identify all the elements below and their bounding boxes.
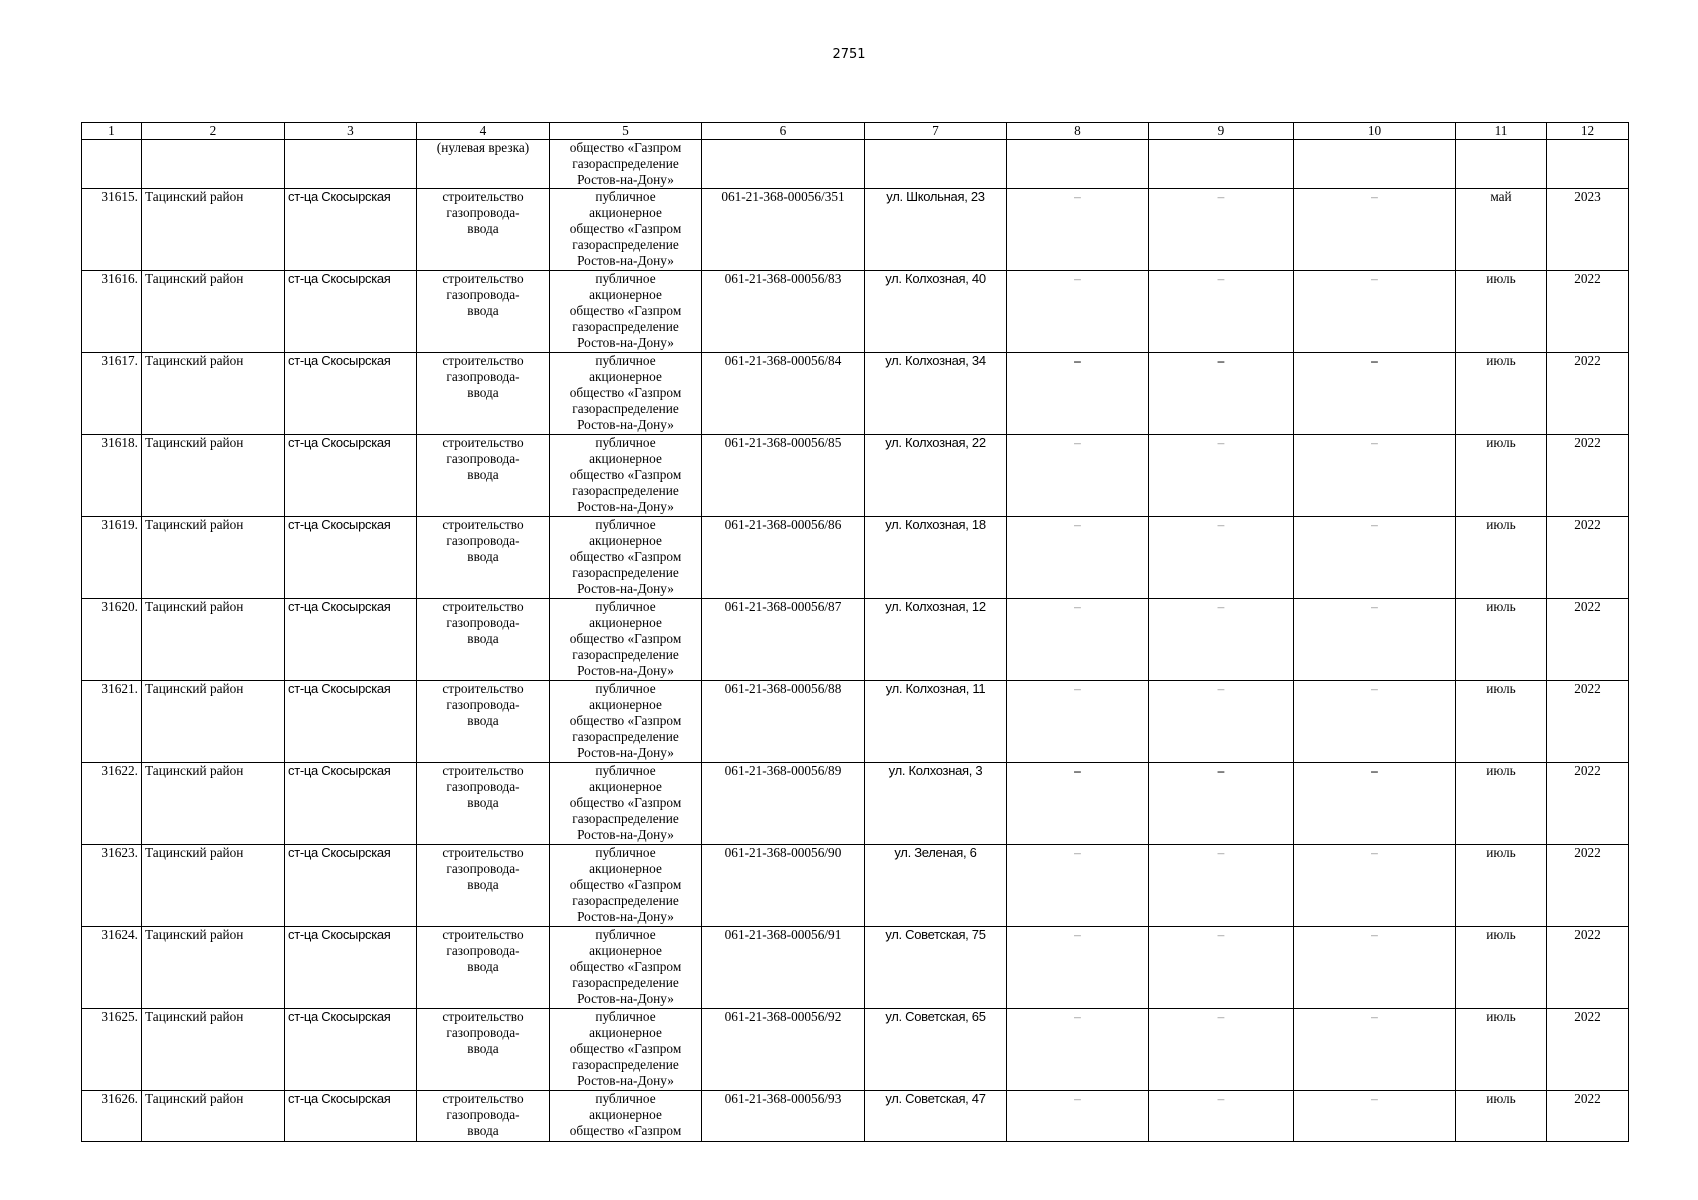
col8-cell: –	[1007, 435, 1149, 517]
year-cell: 2022	[1547, 1091, 1629, 1142]
code-cell: 061-21-368-00056/90	[702, 845, 865, 927]
row-number-cell: 31616.	[82, 271, 142, 353]
col10-cell: –	[1294, 435, 1456, 517]
col8-cell: –	[1007, 517, 1149, 599]
column-header: 10	[1294, 123, 1456, 140]
column-header: 1	[82, 123, 142, 140]
code-cell: 061-21-368-00056/83	[702, 271, 865, 353]
code-cell: 061-21-368-00056/92	[702, 1009, 865, 1091]
organization-cell: публичное акционерное общество «Газпром газораспределение Ростов-на-Дону»	[550, 353, 702, 435]
col9-cell: –	[1149, 845, 1294, 927]
district-cell: Тацинский район	[142, 1091, 285, 1142]
organization-cell: публичное акционерное общество «Газпром газораспределение Ростов-на-Дону»	[550, 271, 702, 353]
work-type-cell: строительство газопровода- ввода	[417, 681, 550, 763]
settlement-cell: ст-ца Скосырская	[285, 845, 417, 927]
row-number-cell: 31621.	[82, 681, 142, 763]
col10-cell: –	[1294, 1091, 1456, 1142]
col10-cell: –	[1294, 353, 1456, 435]
row-number-cell: 31615.	[82, 189, 142, 271]
organization-cell: публичное акционерное общество «Газпром газораспределение Ростов-на-Дону»	[550, 435, 702, 517]
table-row	[82, 1009, 1629, 1091]
column-header: 9	[1149, 123, 1294, 140]
col10-cell: –	[1294, 927, 1456, 1009]
month-cell: июль	[1456, 681, 1547, 763]
settlement-cell: ст-ца Скосырская	[285, 763, 417, 845]
district-cell: Тацинский район	[142, 189, 285, 271]
organization-cell: публичное акционерное общество «Газпром газораспределение Ростов-на-Дону»	[550, 681, 702, 763]
settlement-cell: ст-ца Скосырская	[285, 189, 417, 271]
month-cell: июль	[1456, 271, 1547, 353]
settlement-cell: ст-ца Скосырская	[285, 681, 417, 763]
organization-cell: публичное акционерное общество «Газпром газораспределение Ростов-на-Дону»	[550, 1009, 702, 1091]
row-number-cell: 31624.	[82, 927, 142, 1009]
column-header: 5	[550, 123, 702, 140]
col10-cell: –	[1294, 271, 1456, 353]
column-header: 8	[1007, 123, 1149, 140]
table-row	[82, 1091, 1629, 1142]
col8-cell: –	[1007, 927, 1149, 1009]
work-type-cell: строительство газопровода- ввода	[417, 1091, 550, 1142]
work-type-cell: строительство газопровода- ввода	[417, 353, 550, 435]
table-row	[82, 763, 1629, 845]
district-cell: Тацинский район	[142, 1009, 285, 1091]
district-cell: Тацинский район	[142, 599, 285, 681]
col10-cell: –	[1294, 517, 1456, 599]
year-cell: 2022	[1547, 435, 1629, 517]
work-type-cell: строительство газопровода- ввода	[417, 1009, 550, 1091]
col10-cell: –	[1294, 681, 1456, 763]
table-row	[82, 517, 1629, 599]
organization-cell: публичное акционерное общество «Газпром газораспределение Ростов-на-Дону»	[550, 189, 702, 271]
district-cell: Тацинский район	[142, 681, 285, 763]
table-row	[82, 927, 1629, 1009]
col9-cell: –	[1149, 927, 1294, 1009]
row-number-cell: 31626.	[82, 1091, 142, 1142]
table-row	[82, 435, 1629, 517]
settlement-cell: ст-ца Скосырская	[285, 1009, 417, 1091]
month-cell: июль	[1456, 927, 1547, 1009]
col9-cell: –	[1149, 599, 1294, 681]
row-number-cell: 31619.	[82, 517, 142, 599]
row-number-cell: 31623.	[82, 845, 142, 927]
code-cell: 061-21-368-00056/88	[702, 681, 865, 763]
month-cell: июль	[1456, 845, 1547, 927]
column-header: 7	[865, 123, 1007, 140]
district-cell: Тацинский район	[142, 271, 285, 353]
district-cell: Тацинский район	[142, 763, 285, 845]
col8-cell: –	[1007, 599, 1149, 681]
settlement-cell: ст-ца Скосырская	[285, 271, 417, 353]
col8-cell: –	[1007, 1091, 1149, 1142]
table-row	[82, 845, 1629, 927]
work-type-cell: (нулевая врезка)	[417, 140, 550, 189]
table-row	[82, 271, 1629, 353]
page-number: 2751	[832, 47, 866, 62]
organization-cell: публичное акционерное общество «Газпром газораспределение Ростов-на-Дону»	[550, 599, 702, 681]
address-cell: ул. Колхозная, 22	[865, 435, 1007, 517]
code-cell: 061-21-368-00056/93	[702, 1091, 865, 1142]
work-type-cell: строительство газопровода- ввода	[417, 763, 550, 845]
row-number-cell: 31622.	[82, 763, 142, 845]
year-cell: 2022	[1547, 763, 1629, 845]
column-header: 4	[417, 123, 550, 140]
district-cell: Тацинский район	[142, 845, 285, 927]
month-cell: июль	[1456, 763, 1547, 845]
organization-cell: публичное акционерное общество «Газпром газораспределение Ростов-на-Дону»	[550, 517, 702, 599]
settlement-cell: ст-ца Скосырская	[285, 517, 417, 599]
work-type-cell: строительство газопровода- ввода	[417, 271, 550, 353]
organization-cell: публичное акционерное общество «Газпром газораспределение Ростов-на-Дону»	[550, 763, 702, 845]
address-cell: ул. Колхозная, 34	[865, 353, 1007, 435]
month-cell: май	[1456, 189, 1547, 271]
year-cell: 2022	[1547, 517, 1629, 599]
settlement-cell: ст-ца Скосырская	[285, 927, 417, 1009]
col9-cell: –	[1149, 353, 1294, 435]
col9-cell: –	[1149, 271, 1294, 353]
settlement-cell: ст-ца Скосырская	[285, 353, 417, 435]
col9-cell: –	[1149, 1009, 1294, 1091]
column-header: 12	[1547, 123, 1629, 140]
year-cell: 2022	[1547, 599, 1629, 681]
organization-cell: общество «Газпром газораспределение Ростов-на-Дону»	[550, 140, 702, 189]
col9-cell: –	[1149, 763, 1294, 845]
work-type-cell: строительство газопровода- ввода	[417, 517, 550, 599]
district-cell: Тацинский район	[142, 435, 285, 517]
work-type-cell: строительство газопровода- ввода	[417, 599, 550, 681]
col8-cell: –	[1007, 189, 1149, 271]
address-cell: ул. Колхозная, 11	[865, 681, 1007, 763]
col9-cell: –	[1149, 517, 1294, 599]
year-cell: 2023	[1547, 189, 1629, 271]
code-cell: 061-21-368-00056/86	[702, 517, 865, 599]
district-cell: Тацинский район	[142, 353, 285, 435]
table-row	[82, 189, 1629, 271]
address-cell: ул. Советская, 75	[865, 927, 1007, 1009]
year-cell: 2022	[1547, 681, 1629, 763]
settlement-cell: ст-ца Скосырская	[285, 1091, 417, 1142]
year-cell: 2022	[1547, 845, 1629, 927]
organization-cell: публичное акционерное общество «Газпром газораспределение Ростов-на-Дону»	[550, 927, 702, 1009]
col9-cell: –	[1149, 189, 1294, 271]
address-cell: ул. Колхозная, 18	[865, 517, 1007, 599]
col8-cell: –	[1007, 271, 1149, 353]
register-table	[81, 122, 1629, 1142]
col10-cell: –	[1294, 189, 1456, 271]
work-type-cell: строительство газопровода- ввода	[417, 845, 550, 927]
col10-cell: –	[1294, 599, 1456, 681]
table-row	[82, 353, 1629, 435]
month-cell: июль	[1456, 1009, 1547, 1091]
row-number-cell: 31620.	[82, 599, 142, 681]
year-cell: 2022	[1547, 353, 1629, 435]
code-cell: 061-21-368-00056/91	[702, 927, 865, 1009]
address-cell: ул. Зеленая, 6	[865, 845, 1007, 927]
col8-cell: –	[1007, 1009, 1149, 1091]
address-cell: ул. Советская, 65	[865, 1009, 1007, 1091]
column-header: 3	[285, 123, 417, 140]
col9-cell: –	[1149, 1091, 1294, 1142]
year-cell: 2022	[1547, 271, 1629, 353]
col8-cell: –	[1007, 353, 1149, 435]
col8-cell: –	[1007, 763, 1149, 845]
code-cell: 061-21-368-00056/85	[702, 435, 865, 517]
settlement-cell: ст-ца Скосырская	[285, 435, 417, 517]
table-row	[82, 681, 1629, 763]
address-cell: ул. Колхозная, 40	[865, 271, 1007, 353]
year-cell: 2022	[1547, 1009, 1629, 1091]
address-cell: ул. Школьная, 23	[865, 189, 1007, 271]
settlement-cell: ст-ца Скосырская	[285, 599, 417, 681]
col10-cell: –	[1294, 845, 1456, 927]
address-cell: ул. Колхозная, 12	[865, 599, 1007, 681]
district-cell: Тацинский район	[142, 927, 285, 1009]
table-row	[82, 599, 1629, 681]
month-cell: июль	[1456, 599, 1547, 681]
column-header: 11	[1456, 123, 1547, 140]
continuation-row	[82, 140, 1629, 189]
code-cell: 061-21-368-00056/84	[702, 353, 865, 435]
address-cell: ул. Советская, 47	[865, 1091, 1007, 1142]
column-number-row	[82, 123, 1629, 140]
col10-cell: –	[1294, 763, 1456, 845]
code-cell: 061-21-368-00056/87	[702, 599, 865, 681]
column-header: 2	[142, 123, 285, 140]
code-cell: 061-21-368-00056/351	[702, 189, 865, 271]
organization-cell: публичное акционерное общество «Газпром	[550, 1091, 702, 1142]
column-header: 6	[702, 123, 865, 140]
district-cell: Тацинский район	[142, 517, 285, 599]
row-number-cell: 31617.	[82, 353, 142, 435]
col9-cell: –	[1149, 681, 1294, 763]
year-cell: 2022	[1547, 927, 1629, 1009]
month-cell: июль	[1456, 517, 1547, 599]
col8-cell: –	[1007, 845, 1149, 927]
work-type-cell: строительство газопровода- ввода	[417, 189, 550, 271]
col9-cell: –	[1149, 435, 1294, 517]
month-cell: июль	[1456, 435, 1547, 517]
organization-cell: публичное акционерное общество «Газпром газораспределение Ростов-на-Дону»	[550, 845, 702, 927]
month-cell: июль	[1456, 1091, 1547, 1142]
row-number-cell: 31625.	[82, 1009, 142, 1091]
code-cell: 061-21-368-00056/89	[702, 763, 865, 845]
work-type-cell: строительство газопровода- ввода	[417, 927, 550, 1009]
col8-cell: –	[1007, 681, 1149, 763]
month-cell: июль	[1456, 353, 1547, 435]
work-type-cell: строительство газопровода- ввода	[417, 435, 550, 517]
row-number-cell: 31618.	[82, 435, 142, 517]
address-cell: ул. Колхозная, 3	[865, 763, 1007, 845]
col10-cell: –	[1294, 1009, 1456, 1091]
